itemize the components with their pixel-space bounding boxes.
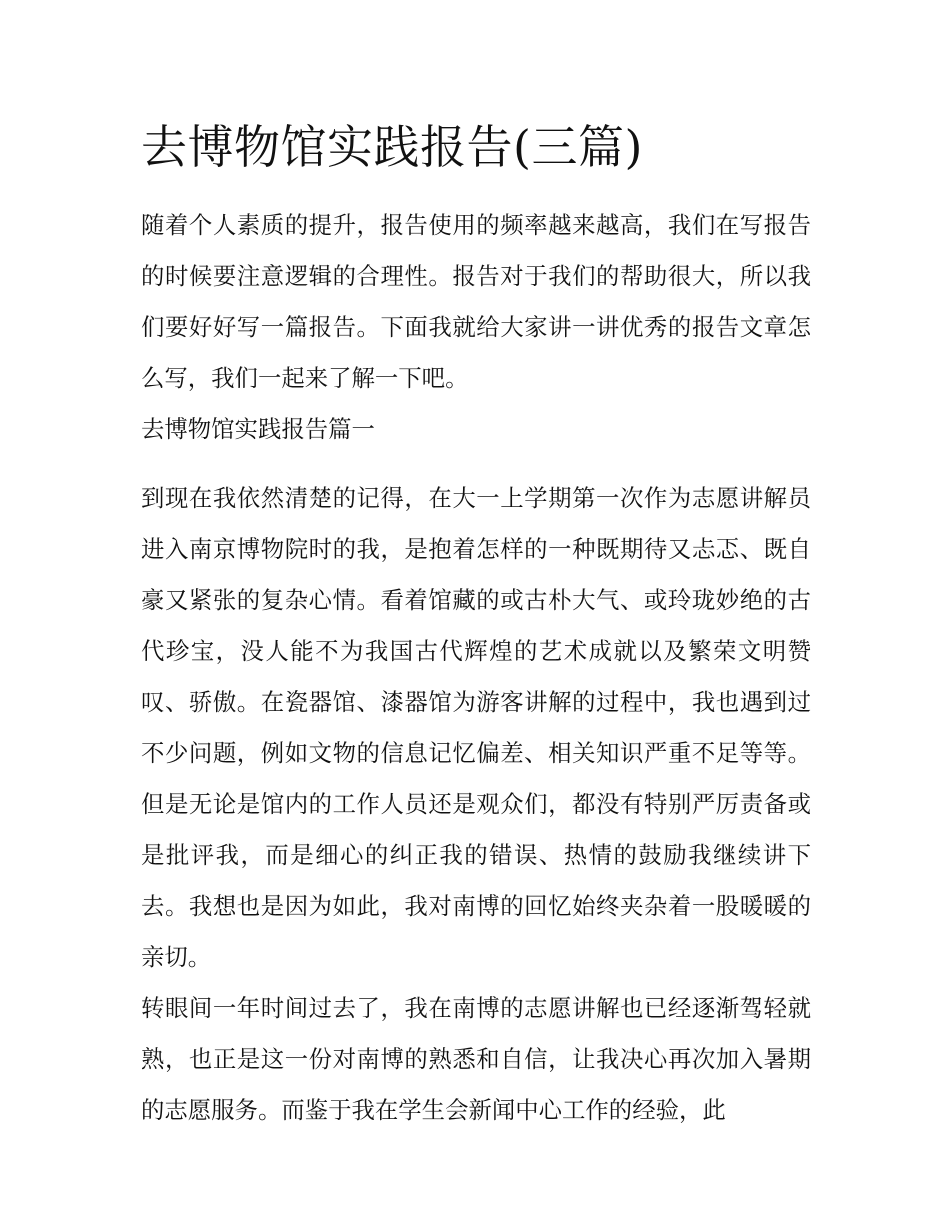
section-heading: 去博物馆实践报告篇一 [141, 415, 375, 443]
intro-paragraph: 随着个人素质的提升，报告使用的频率越来越高，我们在写报告的时候要注意逻辑的合理性。报告对于我们的帮助很大，所以我们要好好写一篇报告。下面我就给大家讲一讲优秀的报告文章怎么写，我们一起来了解一下吧。 [141, 211, 811, 392]
document-body [141, 112, 811, 1136]
document-title: 去博物馆实践报告(三篇) [141, 120, 643, 174]
body-paragraph-1: 到现在我依然清楚的记得，在大一上学期第一次作为志愿讲解员进入南京博物院时的我，是抱着怎样的一种既期待又忐忑、既自豪又紧张的复杂心情。看着馆藏的或古朴大气、或玲珑妙绝的古代珍宝，没人能不为我国古代辉煌的艺术成就以及繁荣文明赞叹、骄傲。在瓷器馆、漆器馆为游客讲解的过程中，我也遇到过不少问题，例如文物的信息记忆偏差、相关知识严重不足等等。但是无论是馆内的工作人员还是观众们，都没有特别严厉责备或是批评我，而是细心的纠正我的错误、热情的鼓励我继续讲下去。我想也是因为如此，我对南博的回忆始终夹杂着一股暖暖的亲切。 [141, 484, 811, 971]
body-paragraph-2: 转眼间一年时间过去了，我在南博的志愿讲解也已经逐渐驾轻就熟，也正是这一份对南博的熟悉和自信，让我决心再次加入暑期的志愿服务。而鉴于我在学生会新闻中心工作的经验，此 [141, 994, 811, 1124]
